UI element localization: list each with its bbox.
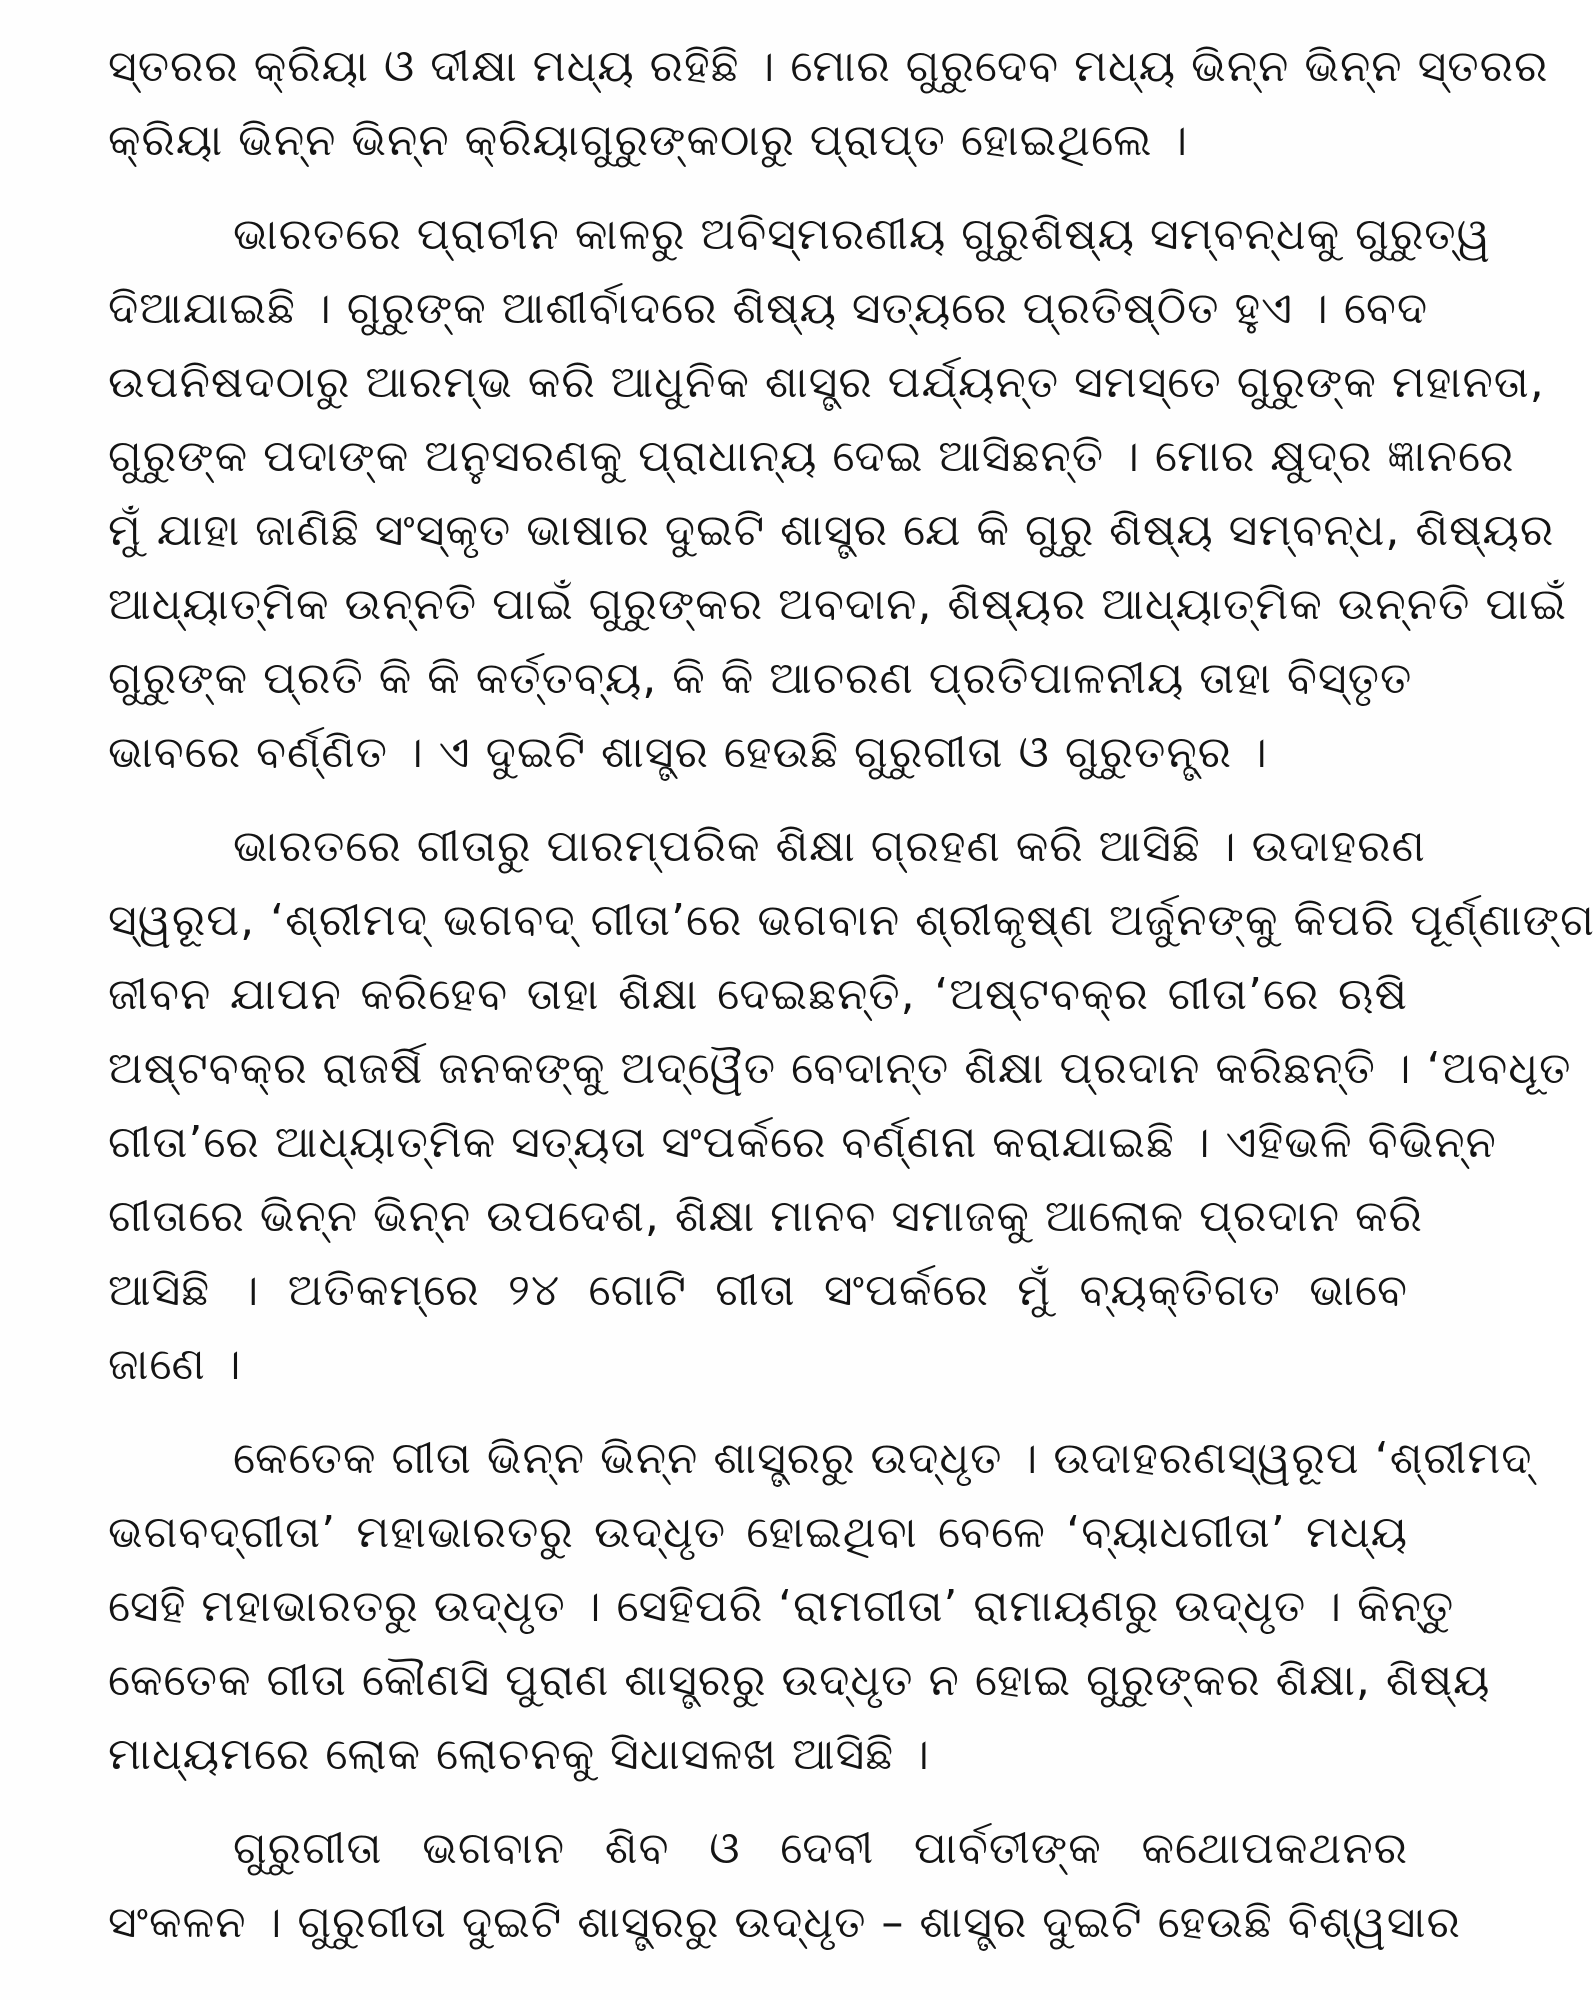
- text-line: ଭଗବଦ୍‌ଗୀତା’ ମହାଭାରତରୁ ଉଦ୍ଧୃତ ହୋଇଥିବା ବେଳେ ‘ବ୍ୟାଧଗୀତା’ ମଧ୍ୟ: [108, 1507, 1408, 1558]
- paragraph-4: [108, 1422, 1533, 1792]
- paragraph-2: [108, 198, 1567, 790]
- text-line: ଗୁରୁଗୀତା ଭଗବାନ ଶିବ ଓ ଦେବୀ ପାର୍ବତୀଙ୍କ କଥୋପକଥନର: [233, 1823, 1408, 1874]
- text-line: ଭାବରେ ବର୍ଣ୍ଣିତ । ଏ ଦୁଇଟି ଶାସ୍ତ୍ର ହେଉଛି ଗୁରୁଗୀତା ଓ ଗୁରୁତନ୍ତ୍ର ।: [108, 727, 1268, 778]
- text-line: ଉପନିଷଦଠାରୁ ଆରମ୍ଭ କରି ଆଧୁନିକ ଶାସ୍ତ୍ର ପର୍ଯ୍ୟନ୍ତ ସମସ୍ତେ ଗୁରୁଙ୍କ ମହାନତା,: [108, 357, 1545, 408]
- paragraph-1: [108, 30, 1549, 178]
- text-line: ଆଧ୍ୟାତ୍ମିକ ଉନ୍ନତି ପାଇଁ ଗୁରୁଙ୍କର ଅବଦାନ, ଶିଷ୍ୟର ଆଧ୍ୟାତ୍ମିକ ଉନ୍ନତି ପାଇଁ: [108, 579, 1567, 630]
- text-line: କ୍ରିୟା ଭିନ୍ନ ଭିନ୍ନ କ୍ରିୟାଗୁରୁଙ୍କଠାରୁ ପ୍ରାପ୍ତ ହୋଇଥିଲେ ।: [108, 115, 1189, 166]
- text-line: ଗୀତା’ରେ ଆଧ୍ୟାତ୍ମିକ ସତ୍ୟତା ସଂପର୍କରେ ବର୍ଣ୍ଣନା କରାଯାଇଛି । ଏହିଭଳି ବିଭିନ୍ନ: [108, 1117, 1497, 1168]
- text-line: ଗୁରୁଙ୍କ ପଦାଙ୍କ ଅନୁସରଣକୁ ପ୍ରାଧାନ୍ୟ ଦେଇ ଆସିଛନ୍ତି । ମୋର କ୍ଷୁଦ୍ର ଜ୍ଞାନରେ: [108, 431, 1515, 482]
- text-line: କେତେକ ଗୀତା ଭିନ୍ନ ଭିନ୍ନ ଶାସ୍ତ୍ରରୁ ଉଦ୍ଧୃତ । ଉଦାହରଣସ୍ୱରୂପ ‘ଶ୍ରୀମଦ୍: [233, 1433, 1533, 1484]
- text-line: ଅଷ୍ଟବକ୍ର ରାଜର୍ଷି ଜନକଙ୍କୁ ଅଦ୍ୱୈତ ବେଦାନ୍ତ ଶିକ୍ଷା ପ୍ରଦାନ କରିଛନ୍ତି । ‘ଅବଧୂତ: [108, 1043, 1572, 1094]
- text-line: ସ୍ତରର କ୍ରିୟା ଓ ଦୀକ୍ଷା ମଧ୍ୟ ରହିଛି । ମୋର ଗୁରୁଦେବ ମଧ୍ୟ ଭିନ୍ନ ଭିନ୍ନ ସ୍ତରର: [108, 41, 1549, 92]
- text-line: ସ୍ୱରୂପ, ‘ଶ୍ରୀମଦ୍ ଭଗବଦ୍ ଗୀତା’ରେ ଭଗବାନ ଶ୍ରୀକୃଷ୍ଣ ଅର୍ଜୁନଙ୍କୁ କିପରି ପୂର୍ଣ୍ଣାଙ୍ଗ: [108, 895, 1595, 946]
- text-line: ମାଧ୍ୟମରେ ଲୋକ ଲୋଚନକୁ ସିଧାସଳଖ ଆସିଛି ।: [108, 1729, 930, 1780]
- text-line: ଆସିଛି । ଅତିକମ୍‌ରେ ୨୪ ଗୋଟି ଗୀତା ସଂପର୍କରେ ମୁଁ ବ୍ୟକ୍ତିଗତ ଭାବେ: [108, 1265, 1408, 1316]
- text-line: ଭାରତରେ ପ୍ରାଚୀନ କାଳରୁ ଅବିସ୍ମରଣୀୟ ଗୁରୁଶିଷ୍ୟ ସମ୍ବନ୍ଧକୁ ଗୁରୁତ୍ୱ: [233, 209, 1491, 260]
- text-line: ଗୀତାରେ ଭିନ୍ନ ଭିନ୍ନ ଉପଦେଶ, ଶିକ୍ଷା ମାନବ ସମାଜକୁ ଆଲୋକ ପ୍ରଦାନ କରି: [108, 1191, 1423, 1242]
- text-line: ଜୀବନ ଯାପନ କରିହେବ ତାହା ଶିକ୍ଷା ଦେଇଛନ୍ତି, ‘ଅଷ୍ଟବକ୍ର ଗୀତା’ରେ ଋଷି: [108, 969, 1408, 1020]
- text-line: ମୁଁ ଯାହା ଜାଣିଛି ସଂସ୍କୃତ ଭାଷାର ଦୁଇଟି ଶାସ୍ତ୍ର ଯେ କି ଗୁରୁ ଶିଷ୍ୟ ସମ୍ବନ୍ଧ, ଶିଷ୍ୟର: [108, 505, 1555, 556]
- text-line: ଗୁରୁଙ୍କ ପ୍ରତି କି କି କର୍ତ୍ତବ୍ୟ, କି କି ଆଚରଣ ପ୍ରତିପାଳନୀୟ ତାହା ବିସ୍ତୃତ: [108, 653, 1413, 704]
- text-line: ସେହି ମହାଭାରତରୁ ଉଦ୍ଧୃତ । ସେହିପରି ‘ରାମଗୀତା’ ରାମାୟଣରୁ ଉଦ୍ଧୃତ । କିନ୍ତୁ: [108, 1581, 1455, 1632]
- text-line: ଜାଣେ ।: [108, 1339, 242, 1390]
- paragraph-5: [108, 1812, 1461, 1960]
- paragraph-3: [108, 810, 1595, 1402]
- text-line: କେତେକ ଗୀତା କୌଣସି ପୁରାଣ ଶାସ୍ତ୍ରରୁ ଉଦ୍ଧୃତ ନ ହୋଇ ଗୁରୁଙ୍କର ଶିକ୍ଷା, ଶିଷ୍ୟ: [108, 1655, 1491, 1706]
- text-line: ଭାରତରେ ଗୀତାରୁ ପାରମ୍ପରିକ ଶିକ୍ଷା ଗ୍ରହଣ କରି ଆସିଛି । ଉଦାହରଣ: [233, 821, 1426, 872]
- text-line: ଦିଆଯାଇଛି । ଗୁରୁଙ୍କ ଆଶୀର୍ବାଦରେ ଶିଷ୍ୟ ସତ୍ୟରେ ପ୍ରତିଷ୍ଠିତ ହୁଏ । ବେଦ: [108, 283, 1429, 334]
- body-text: [108, 30, 1595, 1960]
- text-line: ସଂକଳନ । ଗୁରୁଗୀତା ଦୁଇଟି ଶାସ୍ତ୍ରରୁ ଉଦ୍ଧୃତ – ଶାସ୍ତ୍ର ଦୁଇଟି ହେଉଛି ବିଶ୍ୱସାର: [108, 1897, 1461, 1948]
